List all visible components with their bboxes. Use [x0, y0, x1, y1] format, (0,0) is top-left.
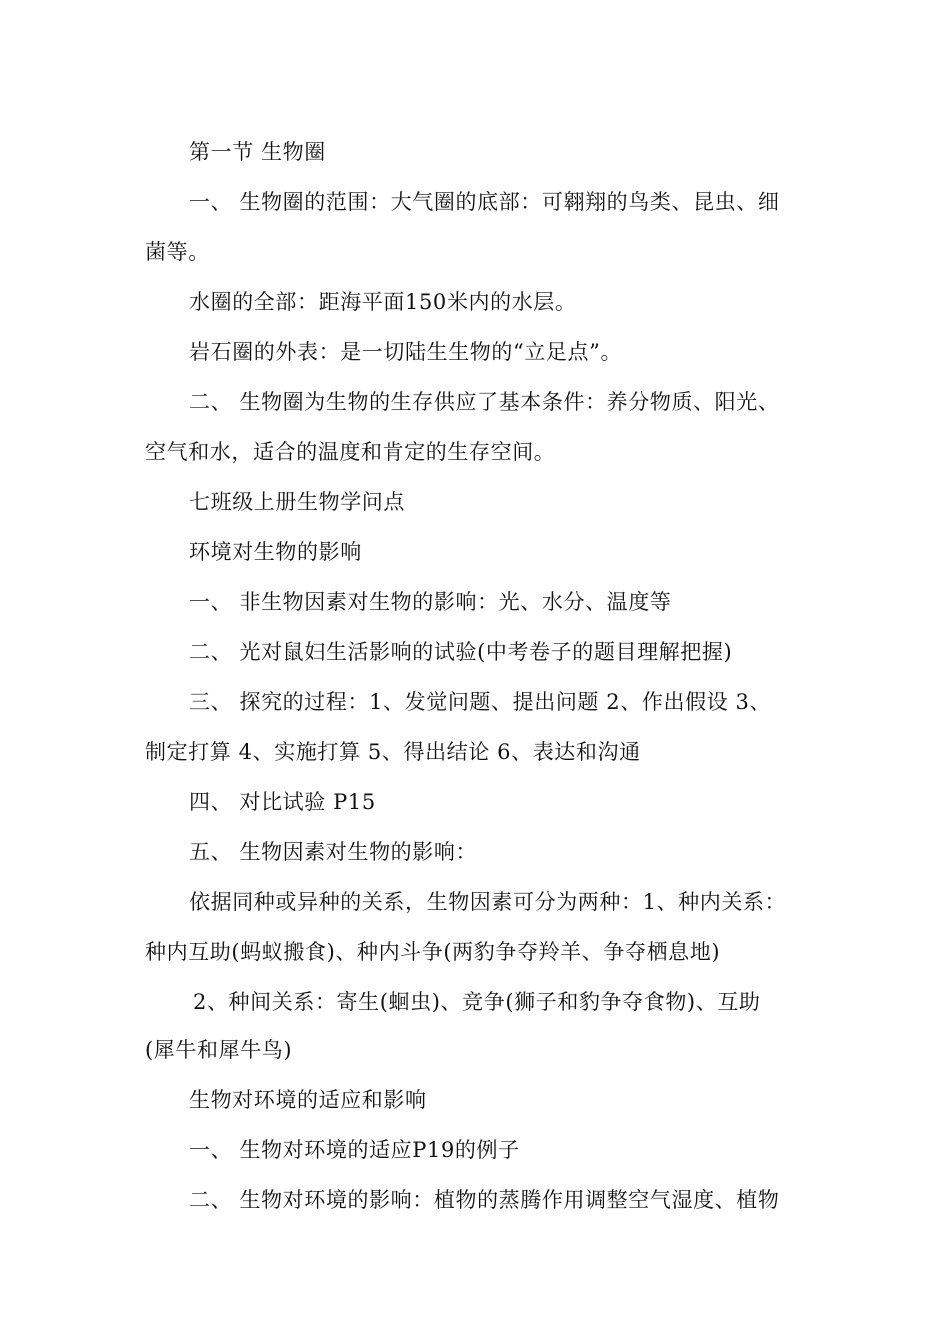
paragraph-line: 种内互助(蚂蚁搬食)、种内斗争(两豹争夺羚羊、争夺栖息地): [145, 940, 721, 964]
paragraph-line: 一、 非生物因素对生物的影响：光、水分、温度等: [189, 590, 672, 614]
paragraph-line: 菌等。: [145, 240, 210, 264]
paragraph-line: (犀牛和犀牛鸟): [145, 1038, 293, 1062]
paragraph-line: 三、 探究的过程：1、发觉问题、提出问题 2、作出假设 3、: [189, 690, 772, 714]
paragraph-line: 五、 生物因素对生物的影响：: [189, 840, 478, 864]
paragraph-line: 二、 生物圈为生物的生存供应了基本条件：养分物质、阳光、: [189, 390, 780, 414]
paragraph-line: 依据同种或异种的关系，生物因素可分为两种：1、种内关系：: [189, 890, 787, 914]
section-title: 第一节 生物圈: [189, 140, 326, 164]
paragraph-line: 2、种间关系：寄生(蛔虫)、竞争(狮子和豹争夺食物)、互助: [193, 990, 761, 1014]
paragraph-line: 二、 光对鼠妇生活影响的试验(中考卷子的题目理解把握): [189, 640, 733, 664]
paragraph-line: 制定打算 4、实施打算 5、得出结论 6、表达和沟通: [145, 740, 641, 764]
paragraph-line: 四、 对比试验 P15: [189, 790, 376, 814]
paragraph-line: 一、 生物圈的范围：大气圈的底部：可翱翔的鸟类、昆虫、细: [189, 190, 780, 214]
paragraph-line: 二、 生物对环境的影响：植物的蒸腾作用调整空气湿度、植物: [189, 1188, 780, 1212]
section-heading: 七班级上册生物学问点: [189, 490, 405, 514]
paragraph-line: 空气和水，适合的温度和肯定的生存空间。: [145, 440, 556, 464]
section-heading: 生物对环境的适应和影响: [189, 1088, 427, 1112]
paragraph-line: 岩石圈的外表：是一切陆生生物的“立足点”。: [189, 340, 623, 364]
section-heading: 环境对生物的影响: [189, 540, 362, 564]
paragraph-line: 一、 生物对环境的适应P19的例子: [189, 1138, 520, 1162]
paragraph-line: 水圈的全部：距海平面150米内的水层。: [189, 290, 577, 314]
